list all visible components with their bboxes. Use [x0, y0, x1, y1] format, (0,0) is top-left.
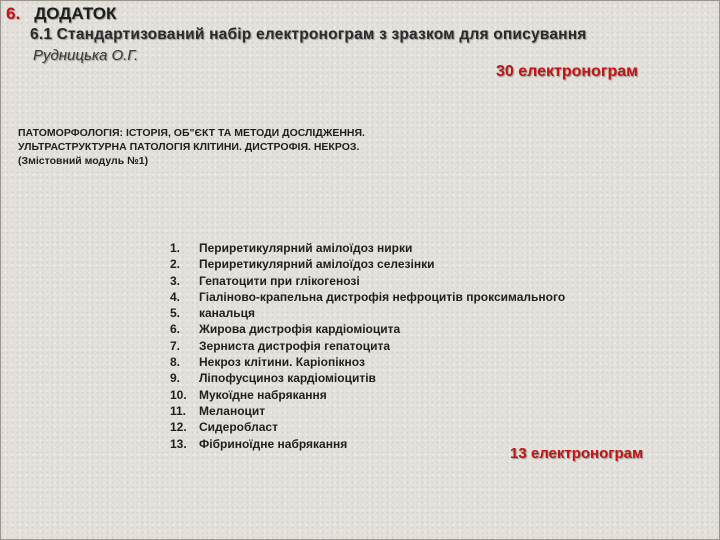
electronogram-list: [170, 240, 565, 452]
list-item-text: Гіаліново-крапельна дистрофія нефроцитів проксимального: [199, 289, 566, 304]
list-item-text: канальця: [199, 306, 255, 321]
topic-line-2: УЛЬТРАСТРУКТУРНА ПАТОЛОГІЯ КЛІТИНИ. ДИСТРОФІЯ. НЕКРОЗ.: [18, 141, 360, 153]
list-item: [170, 256, 565, 272]
list-item-text: Периретикулярний амілоїдоз нирки: [199, 241, 413, 255]
list-item: [170, 305, 565, 321]
list-item-text: Мукоїдне набрякання: [199, 387, 327, 402]
list-item: [170, 436, 565, 452]
list-item: [170, 338, 565, 354]
author-name: Рудницька О.Г.: [33, 47, 139, 64]
list-item-text: Гепатоцити при глікогенозі: [199, 273, 360, 288]
topic-block: [18, 126, 365, 168]
list-item: [170, 321, 565, 337]
list-item-text: Периретикулярний амілоїдоз селезінки: [199, 257, 435, 272]
section-title: ДОДАТОК: [34, 4, 117, 23]
list-item: [170, 403, 565, 419]
list-item-number: 4.: [170, 289, 181, 304]
total-electronograms: 30 електронограм: [496, 63, 638, 80]
list-item-number: 7.: [170, 338, 181, 353]
list-item-text: Некроз клітини. Каріопікноз: [199, 355, 365, 370]
list-item-number: 11.: [170, 403, 187, 418]
list-item-number: 5.: [170, 306, 181, 321]
list-item-text: Жирова дистрофія кардіоміоцита: [199, 322, 401, 337]
list-item: [170, 354, 565, 370]
list-item-text: Ліпофусциноз кардіоміоцитів: [199, 371, 376, 386]
section-heading: [6, 4, 116, 24]
module-electronograms-count: 13 електронограм: [510, 445, 644, 462]
list-item-number: 6.: [170, 322, 181, 337]
list-item-text: Сидеробласт: [199, 420, 278, 435]
list-item: [170, 370, 565, 386]
list-item-number: 8.: [170, 355, 181, 370]
list-item-number: 1.: [170, 241, 181, 255]
list-item: [170, 387, 565, 403]
list-item-number: 2.: [170, 257, 181, 272]
subsection-title: 6.1 Стандартизований набір електронограм з зразком для описування: [30, 26, 587, 43]
topic-line-1: ПАТОМОРФОЛОГІЯ: ІСТОРІЯ, ОБ"ЄКТ ТА МЕТОДИ ДОСЛІДЖЕННЯ.: [18, 127, 365, 139]
list-item-number: 10.: [170, 387, 187, 402]
section-number: 6.: [6, 4, 21, 23]
list-item-number: 13.: [170, 436, 187, 451]
list-item: [170, 419, 565, 435]
list-item-number: 12.: [170, 420, 187, 435]
list-item: [170, 240, 565, 256]
list-item-text: Зерниста дистрофія гепатоцита: [199, 338, 391, 353]
list-item: [170, 289, 565, 305]
module-label: (Змістовний модуль №1): [18, 155, 149, 167]
list-item-number: 9.: [170, 371, 181, 386]
list-item-text: Фібриноїдне набрякання: [199, 436, 348, 451]
list-item-number: 3.: [170, 273, 181, 288]
list-item: [170, 273, 565, 289]
list-item-text: Меланоцит: [199, 403, 266, 418]
